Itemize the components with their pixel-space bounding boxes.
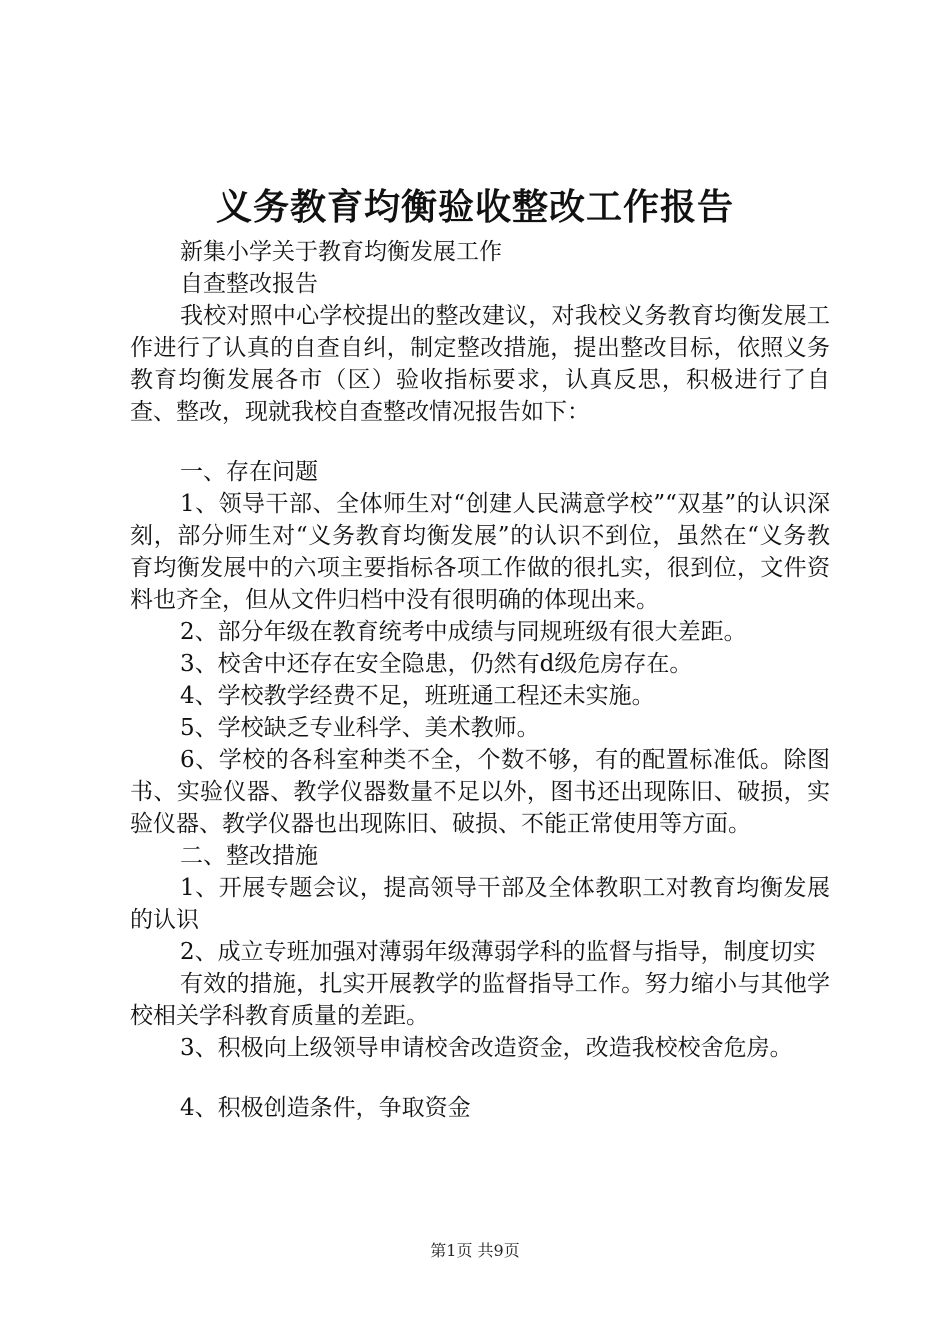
measure-item-3: 3、积极向上级领导申请校舍改造资金，改造我校校舍危房。 xyxy=(180,1035,793,1061)
problem-item-1: 1、领导干部、全体师生对“创建人民满意学校”“双基”的认识深刻，部分师生对“义务教育均衡发展”的认识不到位，虽然在“义务教育均衡发展中的六项主要指标各项工作做的很扎实，很到位，文件资料也齐全，但从文件归档中没有很明确的体现出来。 xyxy=(130,491,830,613)
problem-item-5: 5、学校缺乏专业科学、美术教师。 xyxy=(180,715,540,741)
document-title: 义务教育均衡验收整改工作报告 xyxy=(215,186,734,228)
measure-item-2-continued: 有效的措施，扎实开展教学的监督指导工作。努力缩小与其他学校相关学科教育质量的差距。 xyxy=(130,971,830,1029)
measure-item-2: 2、成立专班加强对薄弱年级薄弱学科的监督与指导，制度切实 xyxy=(180,939,816,965)
measure-item-4: 4、积极创造条件，争取资金 xyxy=(180,1095,471,1121)
paragraph-spacer xyxy=(130,1064,830,1092)
problem-item-4: 4、学校教学经费不足，班班通工程还未实施。 xyxy=(180,683,655,709)
problem-item-2: 2、部分年级在教育统考中成绩与同规班级有很大差距。 xyxy=(180,619,747,645)
subtitle-line-2: 自查整改报告 xyxy=(180,271,318,297)
paragraph-spacer xyxy=(130,428,830,456)
document-body xyxy=(130,236,830,1124)
problem-item-6: 6、学校的各科室种类不全，个数不够，有的配置标准低。除图书、实验仪器、教学仪器数量不足以外，图书还出现陈旧、破损，实验仪器、教学仪器也出现陈旧、破损、不能正常使用等方面。 xyxy=(130,747,830,837)
intro-paragraph: 我校对照中心学校提出的整改建议，对我校义务教育均衡发展工作进行了认真的自查自纠，制定整改措施，提出整改目标，依照义务教育均衡发展各市（区）验收指标要求，认真反思，积极进行了自查、整改，现就我校自查整改情况报告如下： xyxy=(130,303,830,425)
section-heading-measures: 二、整改措施 xyxy=(180,843,318,869)
section-heading-problems: 一、存在问题 xyxy=(180,459,318,485)
measure-item-1: 1、开展专题会议，提高领导干部及全体教职工对教育均衡发展的认识 xyxy=(130,875,830,933)
page-footer: 第1页 共9页 xyxy=(430,1241,520,1260)
subtitle-line-1: 新集小学关于教育均衡发展工作 xyxy=(180,239,502,265)
problem-item-3: 3、校舍中还存在安全隐患，仍然有d级危房存在。 xyxy=(180,651,693,677)
